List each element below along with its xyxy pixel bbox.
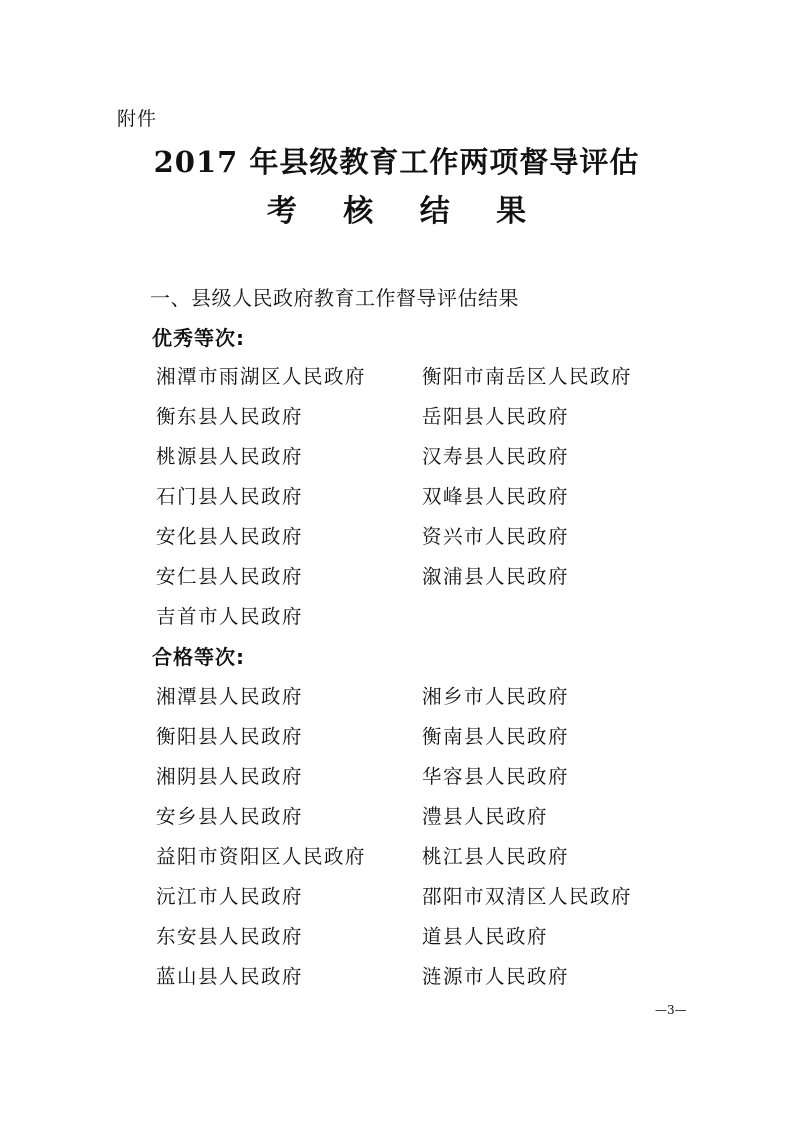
list-item: 衡阳市南岳区人民政府: [422, 365, 633, 388]
list-item: 汉寿县人民政府: [422, 445, 570, 468]
list-row: [0, 601, 793, 631]
list-item: 安乡县人民政府: [156, 805, 304, 828]
list-item: 澧县人民政府: [422, 805, 549, 828]
list-item: 湘乡市人民政府: [422, 685, 570, 708]
list-row: [0, 361, 793, 391]
list-item: 桃江县人民政府: [422, 845, 570, 868]
document-subtitle: [0, 186, 793, 230]
list-item: 溆浦县人民政府: [422, 565, 570, 588]
list-item: 石门县人民政府: [156, 485, 304, 508]
list-row: [0, 841, 793, 871]
list-item: 涟源市人民政府: [422, 965, 570, 988]
list-item: 衡东县人民政府: [156, 405, 304, 428]
list-item: 衡南县人民政府: [422, 725, 570, 748]
list-item: 东安县人民政府: [156, 925, 304, 948]
document-title: 2017 年县级教育工作两项督导评估: [153, 145, 640, 179]
list-item: 邵阳市双清区人民政府: [422, 885, 633, 908]
list-item: 湘潭县人民政府: [156, 685, 304, 708]
list-item: 湘潭市雨湖区人民政府: [156, 365, 367, 388]
list-item: 安化县人民政府: [156, 525, 304, 548]
list-row: [0, 881, 793, 911]
list-row: [0, 481, 793, 511]
list-item: 桃源县人民政府: [156, 445, 304, 468]
list-item: 华容县人民政府: [422, 765, 570, 788]
list-row: [0, 961, 793, 991]
list-row: [0, 681, 793, 711]
list-row: [0, 561, 793, 591]
list-item: 岳阳县人民政府: [422, 405, 570, 428]
list-item: 益阳市资阳区人民政府: [156, 845, 367, 868]
qualified-tier-label: 合格等次:: [152, 645, 245, 669]
excellent-tier-label: 优秀等次:: [152, 326, 245, 350]
list-item: 双峰县人民政府: [422, 485, 570, 508]
list-item: 吉首市人民政府: [156, 605, 304, 628]
attachment-label: 附件: [117, 108, 158, 130]
subtitle-char: 果: [496, 194, 527, 229]
list-row: [0, 401, 793, 431]
list-row: [0, 521, 793, 551]
list-item: 安仁县人民政府: [156, 565, 304, 588]
list-item: 资兴市人民政府: [422, 525, 570, 548]
list-row: [0, 801, 793, 831]
section-heading: 一、县级人民政府教育工作督导评估结果: [150, 286, 519, 310]
page-number: —3—: [655, 1003, 687, 1017]
list-row: [0, 761, 793, 791]
subtitle-char: 结: [419, 194, 450, 229]
list-item: 湘阴县人民政府: [156, 765, 304, 788]
list-item: 沅江市人民政府: [156, 885, 304, 908]
list-row: [0, 921, 793, 951]
list-item: 衡阳县人民政府: [156, 725, 304, 748]
list-row: [0, 721, 793, 751]
list-item: 蓝山县人民政府: [156, 965, 304, 988]
list-item: 道县人民政府: [422, 925, 549, 948]
subtitle-char: 考: [266, 194, 297, 229]
list-row: [0, 441, 793, 471]
subtitle-char: 核: [343, 194, 374, 229]
